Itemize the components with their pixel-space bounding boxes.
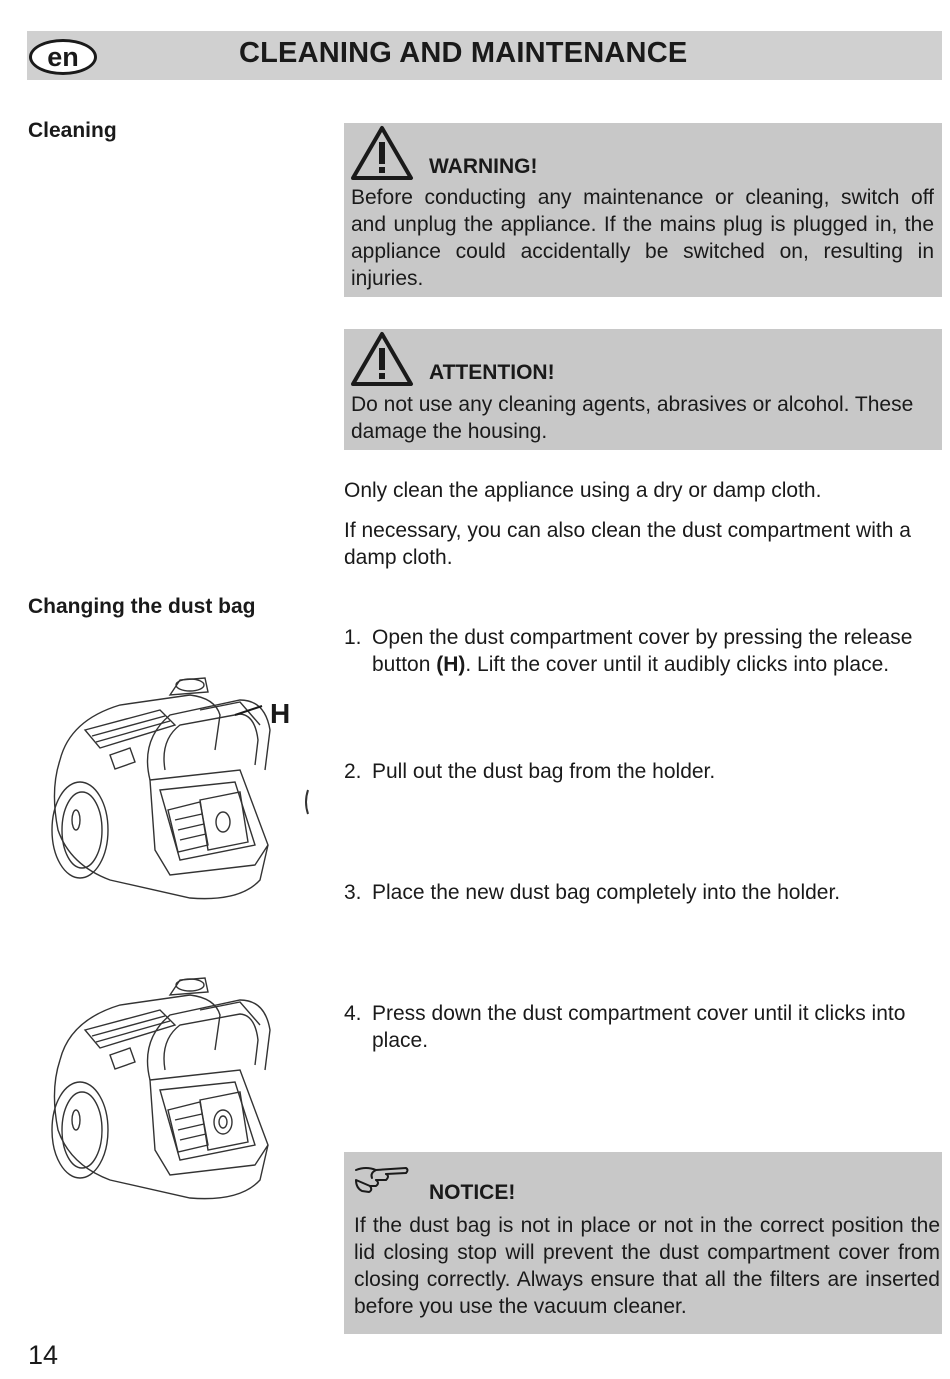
cleaning-paragraph: If necessary, you can also clean the dust compartment with a damp cloth.	[344, 519, 911, 569]
step-number: 2.	[344, 760, 362, 783]
step-item	[344, 624, 944, 678]
warning-label: WARNING!	[429, 155, 538, 178]
warning-triangle-icon	[350, 125, 414, 186]
dust-bag-heading: Changing the dust bag	[28, 595, 256, 618]
step-text: Open the dust compartment cover by pressing the release button (H). Lift the cover until it audibly clicks into place.	[372, 626, 913, 676]
step-text: Place the new dust bag completely into the holder.	[372, 881, 841, 904]
step-text: Pull out the dust bag from the holder.	[372, 760, 716, 783]
step-item	[344, 1000, 944, 1054]
page-number: 14	[28, 1340, 59, 1370]
notice-label: NOTICE!	[429, 1181, 516, 1204]
warning-box	[344, 123, 942, 297]
attention-box	[344, 329, 942, 450]
notice-box	[344, 1152, 942, 1334]
page-title: CLEANING AND MAINTENANCE	[239, 37, 688, 69]
vacuum-cleaner-new-bag-illustration	[40, 970, 280, 1215]
attention-label: ATTENTION!	[429, 361, 555, 384]
step-number: 3.	[344, 881, 362, 904]
cleaning-paragraph: Only clean the appliance using a dry or damp cloth.	[344, 479, 822, 502]
step-number: 4.	[344, 1002, 362, 1025]
attention-text: Do not use any cleaning agents, abrasives or alcohol. These damage the housing.	[351, 393, 914, 443]
language-badge: en	[29, 39, 97, 75]
step-text: Press down the dust compartment cover until it clicks into place.	[372, 1002, 906, 1052]
warning-triangle-icon	[350, 331, 414, 392]
pointing-hand-icon	[352, 1160, 410, 1201]
notice-text: If the dust bag is not in place or not in the correct position the lid closing stop will prevent the dust compartment cover from closing correctly. Always ensure that all the filters are inserted before you use the vacuum cleaner.	[354, 1214, 940, 1318]
step-number: 1.	[344, 626, 362, 649]
release-button-callout: H	[270, 698, 291, 729]
step-item	[344, 879, 944, 906]
page-header	[27, 31, 942, 80]
warning-text: Before conducting any maintenance or cleaning, switch off and unplug the appliance. If the mains plug is plugged in, the appliance could accidentally be switched on, resulting in injuries.	[351, 186, 934, 290]
step-item	[344, 758, 944, 785]
cleaning-heading: Cleaning	[28, 119, 117, 142]
